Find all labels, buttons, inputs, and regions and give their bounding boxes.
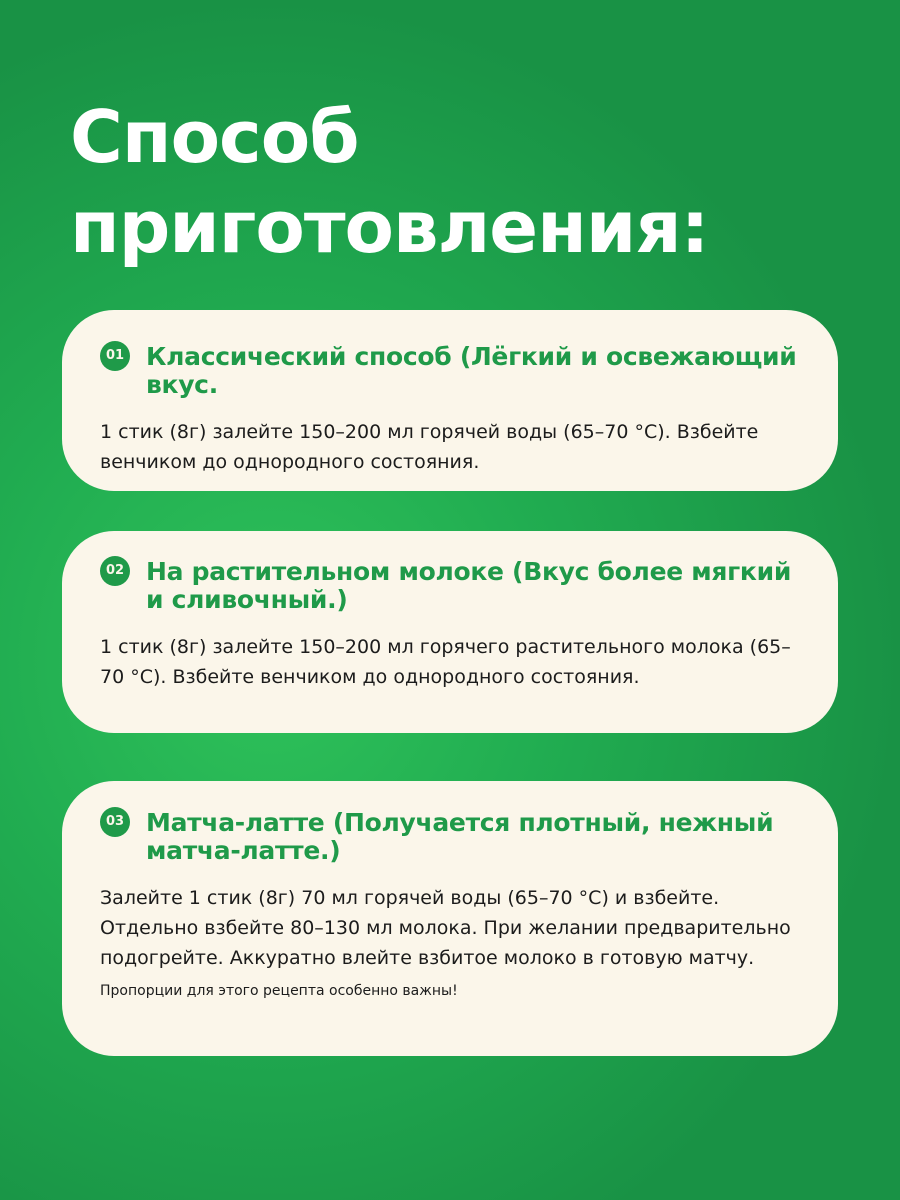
step-note: Пропорции для этого рецепта особенно важны! bbox=[100, 983, 458, 999]
page-title bbox=[70, 92, 708, 272]
step-description: 1 стик (8г) залейте 150–200 мл горячего растительного молока (65–70 °С). Взбейте венчиком до однородного состояния. bbox=[100, 636, 791, 688]
step-title: Классический способ (Лёгкий и освежающий вкус. bbox=[146, 342, 797, 399]
step-description: Залейте 1 стик (8г) 70 мл горячей воды (65–70 °С) и взбейте. Отдельно взбейте 80–130 мл молока. При желании предварительно подогрейте. Аккуратно влейте взбитое молоко в готовую матчу. bbox=[100, 887, 791, 969]
step-title: На растительном молоке (Вкус более мягкий и сливочный.) bbox=[146, 557, 792, 614]
step-number-badge: 03 bbox=[100, 807, 130, 837]
step-card-2 bbox=[62, 531, 838, 733]
step-title: Матча-латте (Получается плотный, нежный матча-латте.) bbox=[146, 808, 774, 865]
step-header bbox=[100, 343, 802, 399]
step-header bbox=[100, 809, 802, 865]
step-number-badge: 02 bbox=[100, 556, 130, 586]
page-title-line-2: приготовления: bbox=[70, 185, 709, 269]
step-card-1 bbox=[62, 310, 838, 491]
page-title-line-1: Способ bbox=[70, 95, 359, 179]
step-card-3 bbox=[62, 781, 838, 1056]
step-description: 1 стик (8г) залейте 150–200 мл горячей воды (65–70 °С). Взбейте венчиком до однородного состояния. bbox=[100, 421, 759, 473]
step-number-badge: 01 bbox=[100, 341, 130, 371]
step-header bbox=[100, 558, 802, 614]
